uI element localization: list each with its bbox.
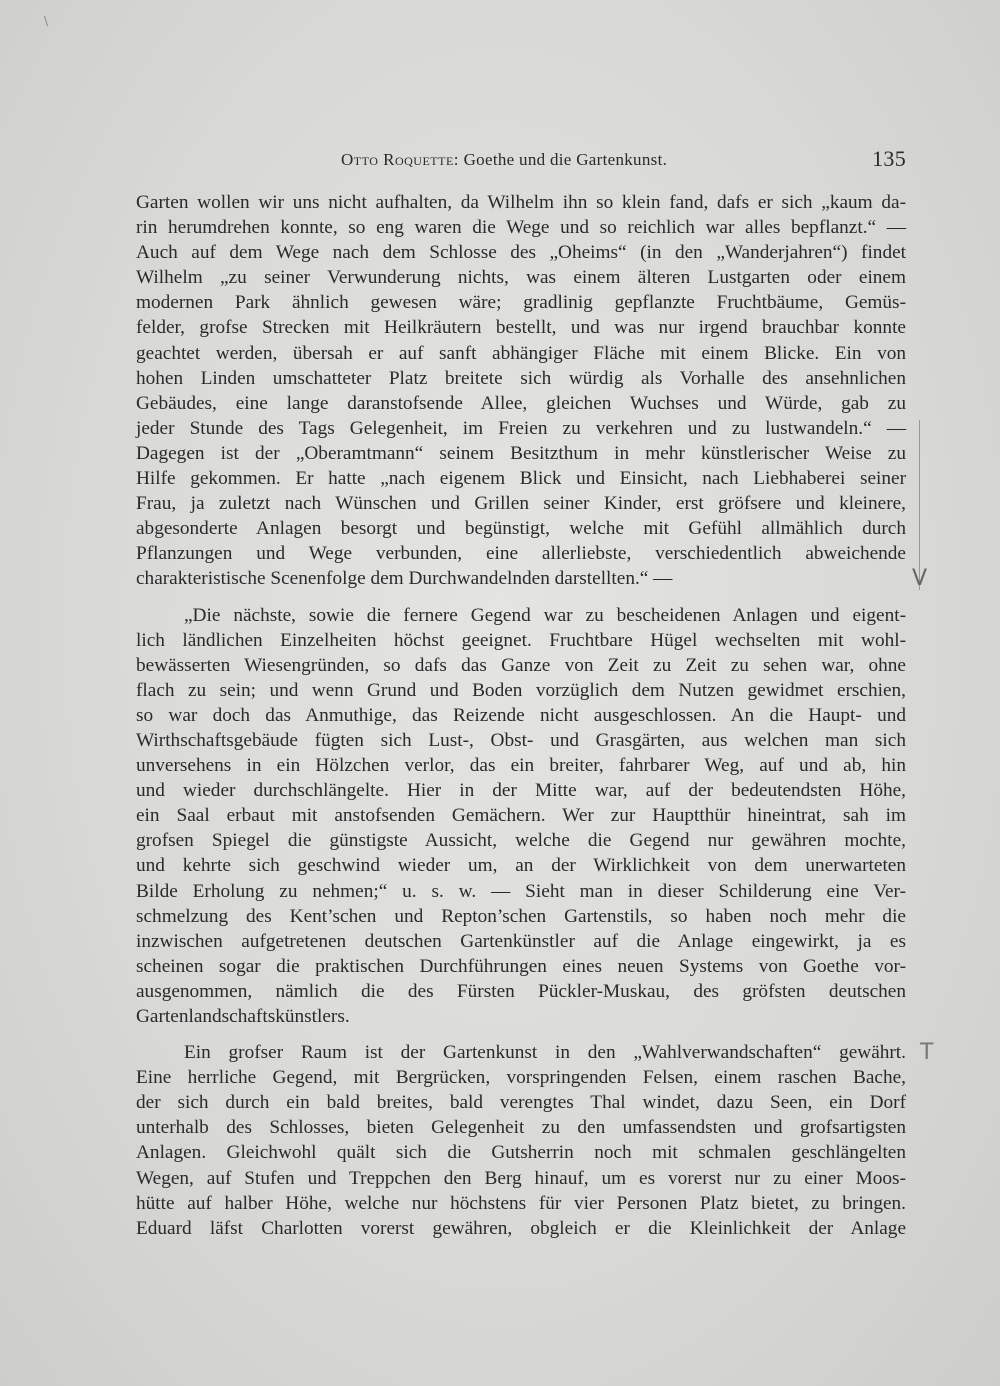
text-line: „Die nächste, sowie die fernere Gegend war zu bescheidenen Anlagen und eigent- [184,604,906,626]
text-line: felder, grofse Strecken mit Heilkräutern bestellt, und was nur irgend brauchbar konnte [136,317,906,339]
text-line: unterhalb des Schlosses, bieten Gelegenheit zu den umfassendsten und grofsartigsten [136,1117,906,1139]
text-line: Eine herrliche Gegend, mit Bergrücken, vorspringenden Felsen, einem raschen Bache, [136,1067,906,1089]
running-title [341,150,667,170]
text-line: lich ländlichen Einzelheiten höchst geeignet. Fruchtbare Hügel wechselten mit wohl- [136,629,906,651]
text-line: Frau, ja zuletzt nach Wünschen und Grillen seiner Kinder, erst gröfsere und kleinere, [136,493,906,515]
text-line: Gartenlandschaftskünstlers. [136,1006,350,1027]
text-line: Gebäudes, eine lange daranstofsende Allee, gleichen Wuchses und Würde, gab zu [136,392,906,414]
text-line: Garten wollen wir uns nicht aufhalten, da Wilhelm ihn so klein fand, dafs er sich „kaum da- [136,192,906,213]
text-line: scheinen sogar die praktischen Durchführungen eines neuen Systems von Goethe vor- [136,955,906,977]
text-line: Hilfe gekommen. Er hatte „nach eigenem Blick und Einsicht, nach Liebhaberei seiner [136,468,906,490]
text-line: flach zu sein; und wenn Grund und Boden vorzüglich dem Nutzen gewidmet erschien, [136,679,906,701]
text-line: Eduard läfst Charlotten vorerst gewähren, obgleich er die Kleinlichkeit der Anlage [136,1217,906,1239]
text-line: hütte auf halber Höhe, welche nur höchstens für vier Personen Platz bietet, zu bringen. [136,1192,906,1214]
page-number: 135 [872,146,906,171]
text-line: ein Saal erbaut mit anstofsenden Gemächern. Wer zur Hauptthür hineintrat, sah im [136,805,906,827]
text-line: Dagegen ist der „Oberamtmann“ seinem Besitzthum in mehr künstlerischer Weise zu [136,442,906,464]
header-author: Otto Roquette: [341,150,460,169]
text-line: schmelzung des Kent’schen und Repton’schen Gartenstils, so haben noch mehr die [136,905,906,927]
text-line: Auch auf dem Wege nach dem Schlosse des „Oheims“ (in den „Wanderjahren“) findet [136,242,906,264]
text-line: geachtet werden, übersah er auf sanft abhängiger Fläche mit einem Blicke. Ein von [136,342,906,364]
text-line: Anlagen. Gleichwohl quält sich die Gutsherrin noch mit schmalen geschlängelten [136,1142,906,1164]
text-line: unversehens in ein Hölzchen verlor, das ein breiter, fahrbarer Weg, auf und ab, hin [136,755,906,777]
text-line: Wegen, auf Stufen und Treppchen den Berg hinauf, um es vorerst nur zu einer Moos- [136,1167,906,1189]
text-line: und kehrte sich geschwind wieder um, an der Wirklichkeit von dem unerwarteten [136,855,906,877]
text-line: so war doch das Anmuthige, das Reizende nicht ausgeschlossen. An die Haupt- und [136,704,906,726]
text-line: abgesonderte Anlagen besorgt und begünstigt, welche mit Gefühl allmählich durch [136,518,906,540]
text-line: der sich durch ein bald breites, bald verengtes Thal windet, dazu Seen, ein Dorf [136,1092,906,1114]
text-line: grofsen Spiegel die günstigste Aussicht, welche die Gegend nur gewähren mochte, [136,830,906,852]
text-line: Bilde Erholung zu nehmen;“ u. s. w. — Sieht man in dieser Schilderung eine Ver- [136,880,906,902]
text-line: Wilhelm „zu seiner Verwunderung nichts, was einem älteren Lustgarten oder einem [136,267,906,289]
paragraph-1 [136,190,906,592]
paragraph-3 [136,1040,906,1241]
text-line: bewässerten Wiesengründen, so dafs das Ganze von Zeit zu Zeit zu sehen war, ohne [136,654,906,676]
header-title: Goethe und die Gartenkunst. [463,150,668,169]
text-line: rin herumdrehen konnte, so eng waren die Wege und so reichlich war alles bepflanzt.“ — [136,217,906,239]
text-line: Wirthschaftsgebäude fügten sich Lust-, Obst- und Grasgärten, aus welchen man sich [136,729,906,751]
text-line: hohen Linden umschatteter Platz breitete sich würdig als Vorhalle des ansehnlichen [136,367,906,389]
margin-tick-mark: \ [44,14,49,28]
text-line: jeder Stunde des Tags Gelegenheit, im Freien zu verkehren und zu lustwandeln.“ — [136,417,906,439]
text-line: Ein grofser Raum ist der Gartenkunst in den „Wahlverwandschaften“ gewährt. [184,1042,906,1064]
margin-t-mark: T [920,1040,934,1065]
paragraph-2 [136,603,906,1030]
body-text [136,190,906,1241]
margin-bracket-mark [911,420,920,590]
text-line: Pflanzungen und Wege verbunden, eine allerliebste, verschiedentlich abweichende [136,543,906,565]
running-header [136,146,906,174]
text-line: modernen Park ähnlich gewesen wäre; gradlinig gepflanzte Fruchtbäume, Gemüs- [136,292,906,314]
text-line: und wieder durchschlängelte. Hier in der Mitte war, auf der bedeutendsten Höhe, [136,780,906,802]
text-line: charakteristische Scenenfolge dem Durchwandelnden darstellten.“ — [136,568,673,590]
text-line: inzwischen aufgetretenen deutschen Gartenkünstler auf die Anlage eingewirkt, ja es [136,930,906,952]
margin-v-mark: V [912,566,928,591]
text-line: ausgenommen, nämlich die des Fürsten Pückler-Muskau, des gröfsten deutschen [136,980,906,1002]
